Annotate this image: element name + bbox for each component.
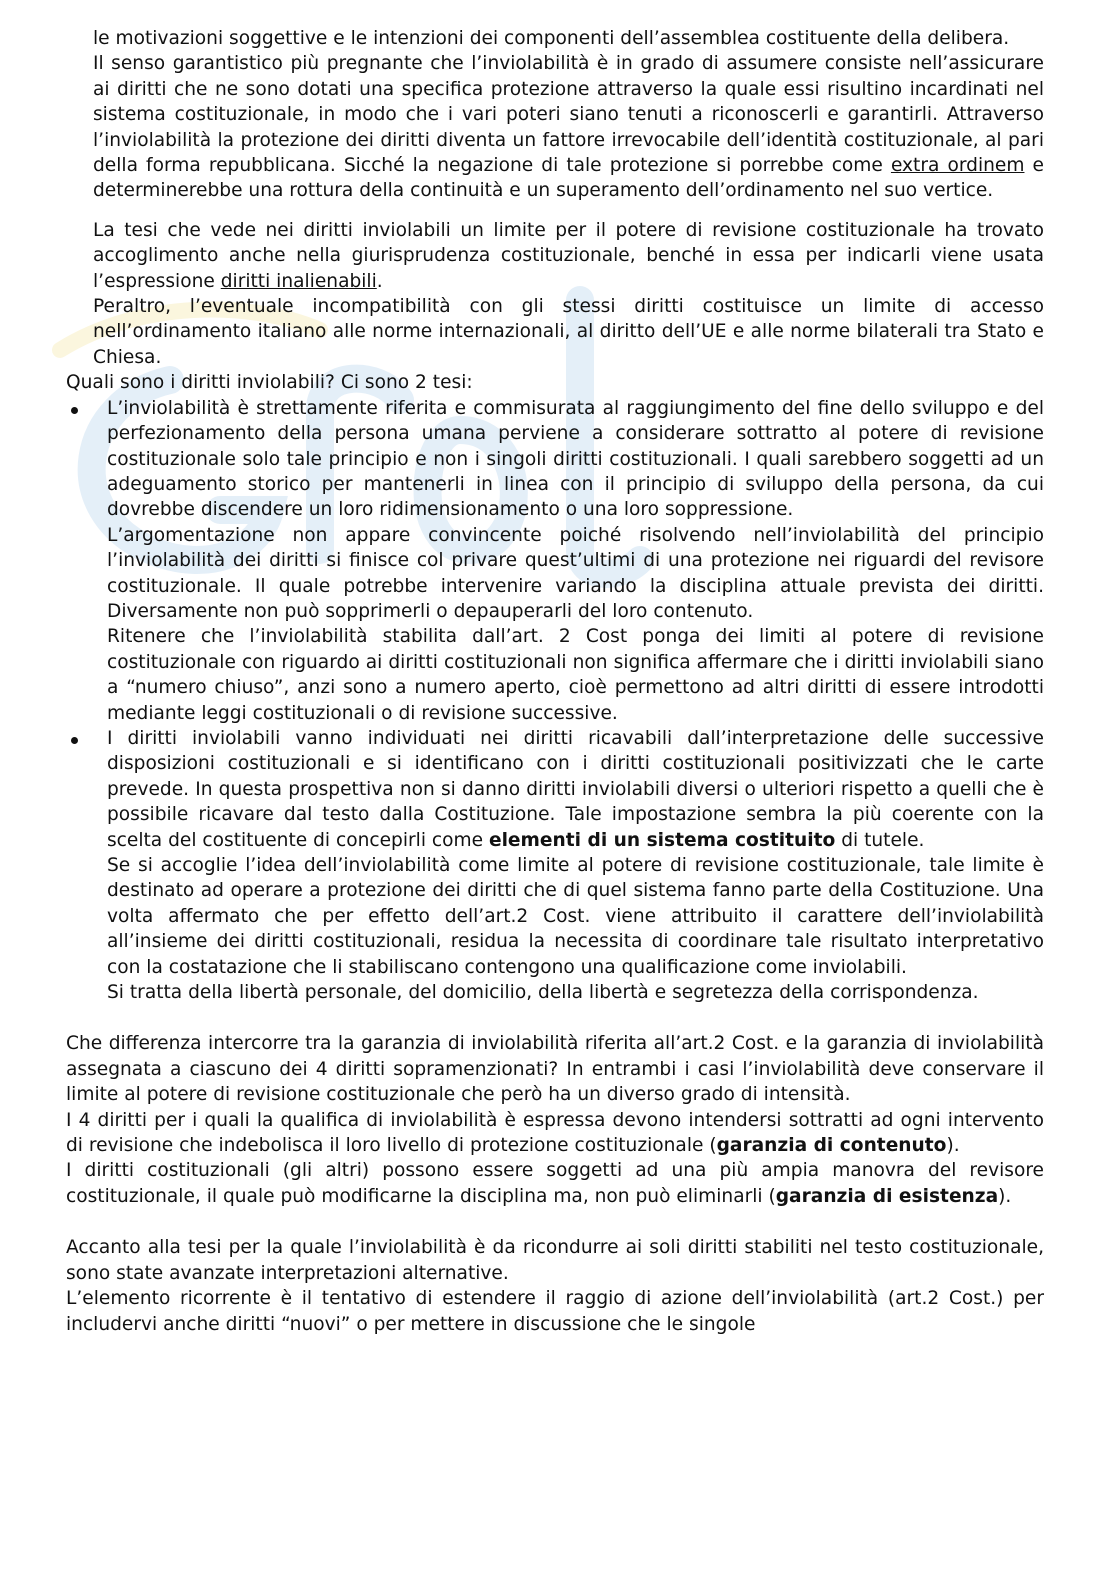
bullet-icon xyxy=(71,407,78,414)
paragraph: Ritenere che l’inviolabilità stabilita dall’art. 2 Cost ponga dei limiti al potere di revisione costituzionale con riguardo ai diritti costituzionali non significa affermare che i diritti inviolabili siano a “numero chiuso”, anzi sono a numero aperto, cioè permettono ad altri diritti di essere introdotti mediante leggi costituzionali o di revisione successive. xyxy=(107,626,1044,724)
paragraph: Se si accoglie l’idea dell’inviolabilità come limite al potere di revisione costituzionale, tale limite è destinato ad operare a protezione dei diritti che di quel sistema fanno parte della Costituzione. Una volta affermato che per effetto dell’art.2 Cost. viene attribuito il carattere dell’inviolabilità all’insieme dei diritti costituzionali, residua la necessita di coordinare tale risultato interpretativo con la costatazione che li stabiliscano contengono una qualificazione come inviolabili. xyxy=(107,855,1044,978)
paragraph: L’inviolabilità è strettamente riferita e commisurata al raggiungimento del fine dello sviluppo e del perfezionamento della persona umana perviene a considerare sottratto al potere di revisione costituzionale solo tale principio e non i singoli diritti costituzionali. I quali sarebbero soggetti ad un adeguamento storico per mantenerli in linea con il principio di sviluppo della persona, da cui dovrebbe discendere un loro ridimensionamento o una loro soppressione. xyxy=(107,397,1044,521)
paragraph: I diritti costituzionali (gli altri) possono essere soggetti ad una più ampia manovra del revisore costituzionale, il quale può modificarne la disciplina ma, non può eliminarli (garanzia di esistenza). xyxy=(66,1160,1044,1207)
paragraph: Si tratta della libertà personale, del domicilio, della libertà e segretezza della corrispondenza. xyxy=(107,982,979,1004)
paragraph: Accanto alla tesi per la quale l’inviolabilità è da ricondurre ai soli diritti stabiliti nel testo costituzionale, sono state avanzate interpretazioni alternative. xyxy=(66,1237,1044,1284)
paragraph: Peraltro, l’eventuale incompatibilità con gli stessi diritti costituisce un limite di accesso nell’ordinamento italiano alle norme internazionali, al diritto dell’UE e alle norme bilaterali tra Stato e Chiesa. xyxy=(93,296,1044,368)
document-page xyxy=(66,26,1044,1337)
section-intro xyxy=(66,26,1044,370)
paragraph: I 4 diritti per i quali la qualifica di inviolabilità è espressa devono intendersi sottratti ad ogni intervento di revisione che indebolisca il loro livello di protezione costituzionale (garanzia di contenuto). xyxy=(66,1109,1044,1157)
bold-term: garanzia di esistenza xyxy=(775,1185,999,1207)
bullet-icon xyxy=(71,737,78,744)
bold-term: elementi di un sistema costituito xyxy=(488,829,836,851)
list-item xyxy=(66,396,1044,726)
paragraph: Il senso garantistico più pregnante che l’inviolabilità è in grado di assumere consiste nell’assicurare ai diritti che ne sono dotati una specifica protezione attraverso la quale essi risultino incardinati nel sistema costituzionale, in modo che i vari poteri siano tenuti a riconoscerli e garantirli. Attraverso l’inviolabilità la protezione dei diritti diventa un fattore irrevocabile dell’identità costituzionale, al pari della forma repubblicana. Sicché la negazione di tale protezione si porrebbe come extra ordinem e determinerebbe una rottura della continuità e un superamento dell’ordinamento nel suo vertice. xyxy=(93,53,1044,202)
section-alternatives xyxy=(66,1235,1044,1337)
paragraph: le motivazioni soggettive e le intenzioni dei componenti dell’assemblea costituente della delibera. xyxy=(93,28,1010,49)
paragraph: Che differenza intercorre tra la garanzia di inviolabilità riferita all’art.2 Cost. e la garanzia di inviolabilità assegnata a ciascuno dei 4 diritti sopramenzionati? In entrambi i casi l’inviolabilità deve conservare il limite al potere di revisione costituzionale che però ha un diverso grado di intensità. xyxy=(66,1033,1044,1106)
thesis-list xyxy=(66,396,1044,1006)
paragraph: I diritti inviolabili vanno individuati nei diritti ricavabili dall’interpretazione delle successive disposizioni costituzionali e si identificano con i diritti costituzionali positivizzati che le carte prevede. In questa prospettiva non si danno diritti inviolabili diversi o ulteriori rispetto a quelli che è possibile ricavare dal testo dalla Costituzione. Tale impostazione sembra la più coerente con la scelta del costituente di concepirli come elementi di un sistema costituito di tutele. xyxy=(107,727,1044,851)
section-differences xyxy=(66,1031,1044,1209)
underlined-term: diritti inalienabili xyxy=(220,270,377,292)
paragraph: L’elemento ricorrente è il tentativo di estendere il raggio di azione dell’inviolabilità (art.2 Cost.) per includervi anche diritti “nuovi” o per mettere in discussione che le singole xyxy=(66,1288,1044,1335)
underlined-term: extra ordinem xyxy=(890,155,1025,177)
question-heading: Quali sono i diritti inviolabili? Ci sono 2 tesi: xyxy=(66,372,473,394)
paragraph: L’argomentazione non appare convincente poiché risolvendo nell’inviolabilità del principio l’inviolabilità dei diritti si finisce col privare quest’ultimi di una protezione nei riguardi del revisore costituzionale. Il quale potrebbe intervenire variando la disciplina attuale prevista dei diritti. Diversamente non può sopprimerli o depauperarli del loro contenuto. xyxy=(107,524,1044,622)
bold-term: garanzia di contenuto xyxy=(716,1135,947,1157)
paragraph: La tesi che vede nei diritti inviolabili un limite per il potere di revisione costituzionale ha trovato accoglimento anche nella giurisprudenza costituzionale, benché in essa per indicarli viene usata l’espressione diritti inalienabili. xyxy=(93,219,1044,292)
list-item xyxy=(66,726,1044,1005)
